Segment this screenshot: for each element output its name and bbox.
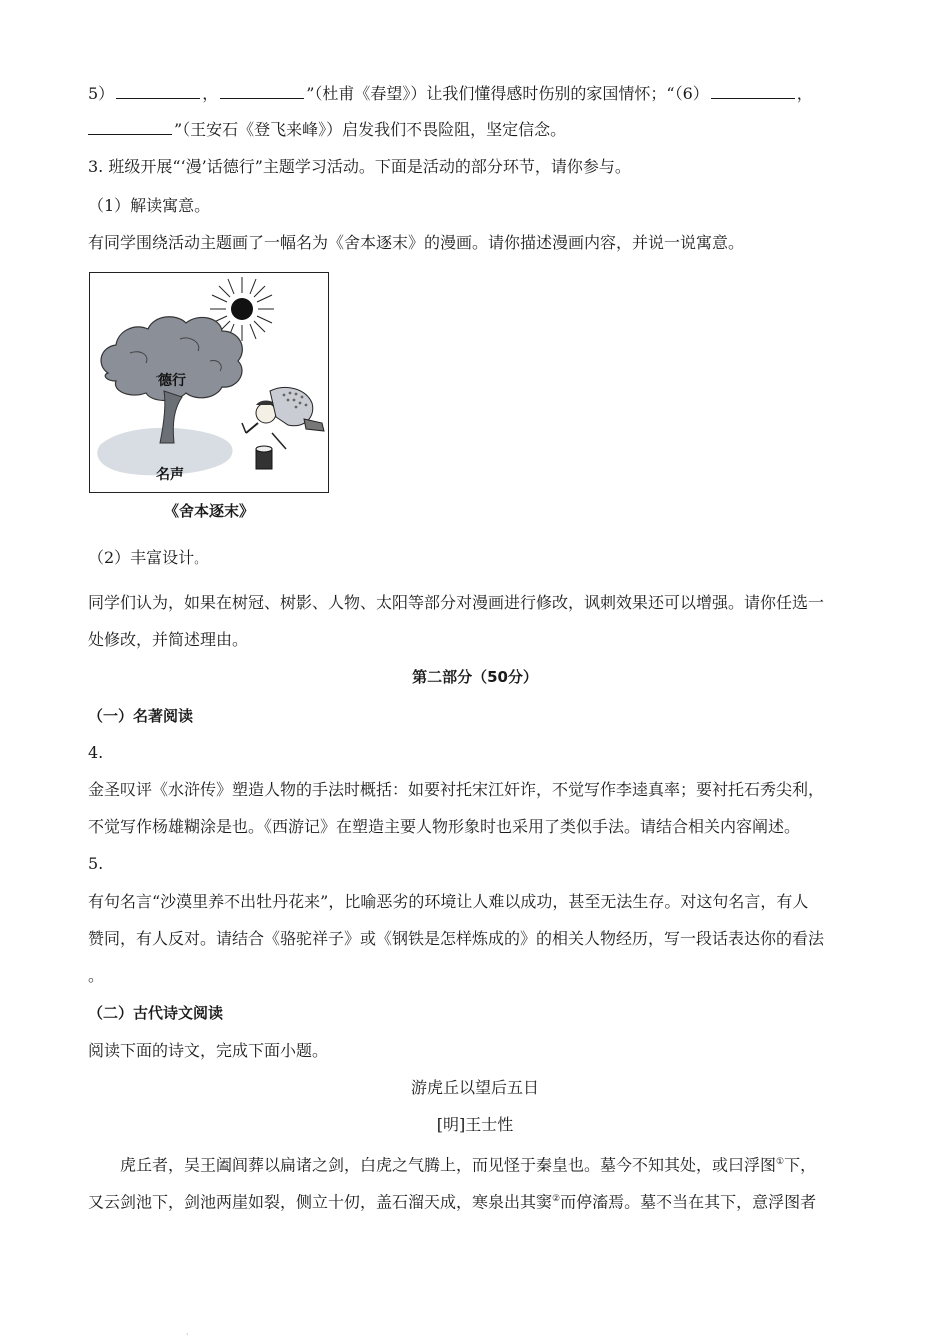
passage-line-1 [120, 1152, 816, 1175]
question-3: 3. 班级开展“‘漫’话德行”主题学习活动。下面是活动的部分环节，请你参与。 [88, 157, 631, 176]
passage-text: 而停滀焉。墓不当在其下，意浮图者 [560, 1192, 817, 1212]
part-two-heading: 第二部分（50分） [412, 668, 538, 686]
question-5-number: 5. [88, 854, 104, 873]
section-heading-2: （二）古代诗文阅读 [88, 1004, 224, 1022]
question-3-1: （1）解读寓意。 [88, 196, 211, 215]
passage-text: 又云剑池下，剑池两崖如裂，侧立十仞，盖石溜天成，寒泉出其窦 [88, 1192, 553, 1212]
footer-mark: · [186, 1330, 189, 1339]
question-3-2-text-1: 同学们认为，如果在树冠、树影、人物、太阳等部分对漫画进行修改，讽刺效果还可以增强。请你任选一 [88, 593, 825, 612]
cartoon-caption: 《舍本逐末》 [163, 502, 254, 520]
person-painting [242, 387, 324, 469]
passage-line-2 [88, 1189, 816, 1212]
punctuation: 。 [194, 552, 207, 566]
section-heading-1: （一）名著阅读 [88, 707, 194, 725]
cartoon-drawing [90, 273, 327, 491]
separator: ， [202, 84, 219, 103]
poem-author: [明]王士性 [436, 1115, 514, 1134]
answer-blank[interactable] [220, 84, 304, 99]
question-4-number: 4. [88, 743, 104, 762]
shadow-label: 名声 [156, 467, 184, 483]
line-text: ”（王安石《登飞来峰》）启发我们不畏险阻，坚定信念。 [174, 120, 567, 139]
passage-text: 虎丘者，吴王阖闾葬以扁诸之剑，白虎之气腾上，而见怪于秦皇也。墓今不知其处，或曰浮图 [120, 1155, 777, 1175]
fill-blank-line-6 [88, 120, 566, 140]
answer-blank[interactable] [711, 84, 795, 99]
question-4-text-1: 金圣叹评《水浒传》塑造人物的手法时概括：如要衬托宋江奸诈，不觉写作李逵真率；要衬托石秀尖利， [88, 780, 825, 799]
question-3-2 [88, 548, 206, 569]
line-text: ”（杜甫《春望》）让我们懂得感时伤别的家国情怀；“（6） [306, 84, 709, 103]
question-3-1-text: 有同学围绕活动主题画了一幅名为《舍本逐末》的漫画。请你描述漫画内容，并说一说寓意。 [88, 233, 745, 252]
fill-blank-line-5 [88, 84, 813, 104]
item-number: 5） [88, 84, 115, 103]
question-3-2-label: （2）丰富设计 [88, 548, 195, 567]
cartoon-image [89, 272, 329, 493]
separator: ， [796, 84, 813, 103]
question-4-text-2: 不觉写作杨雄糊涂是也。《西游记》在塑造主要人物形象时也采用了类似手法。请结合相关内容阐述。 [88, 817, 801, 836]
poem-title: 游虎丘以望后五日 [410, 1078, 539, 1097]
passage-text: 下， [784, 1155, 817, 1175]
question-5-text-1: 有句名言“沙漠里养不出牡丹花来”，比喻恶劣的环境让人难以成功，甚至无法生存。对这句名言，有人 [88, 892, 809, 911]
answer-blank[interactable] [116, 84, 200, 99]
question-3-2-text-2: 处修改，并简述理由。 [88, 630, 249, 649]
question-5-text-2: 赞同，有人反对。请结合《骆驼祥子》或《钢铁是怎样炼成的》的相关人物经历，写一段话表达你的看法 [88, 929, 825, 948]
answer-blank[interactable] [88, 120, 172, 135]
section-2-intro: 阅读下面的诗文，完成下面小题。 [88, 1041, 329, 1060]
footnote-marker: ② [552, 1194, 561, 1204]
tree-label: 德行 [158, 373, 186, 389]
footnote-marker: ① [776, 1157, 785, 1167]
question-5-text-3: 。 [88, 966, 105, 985]
